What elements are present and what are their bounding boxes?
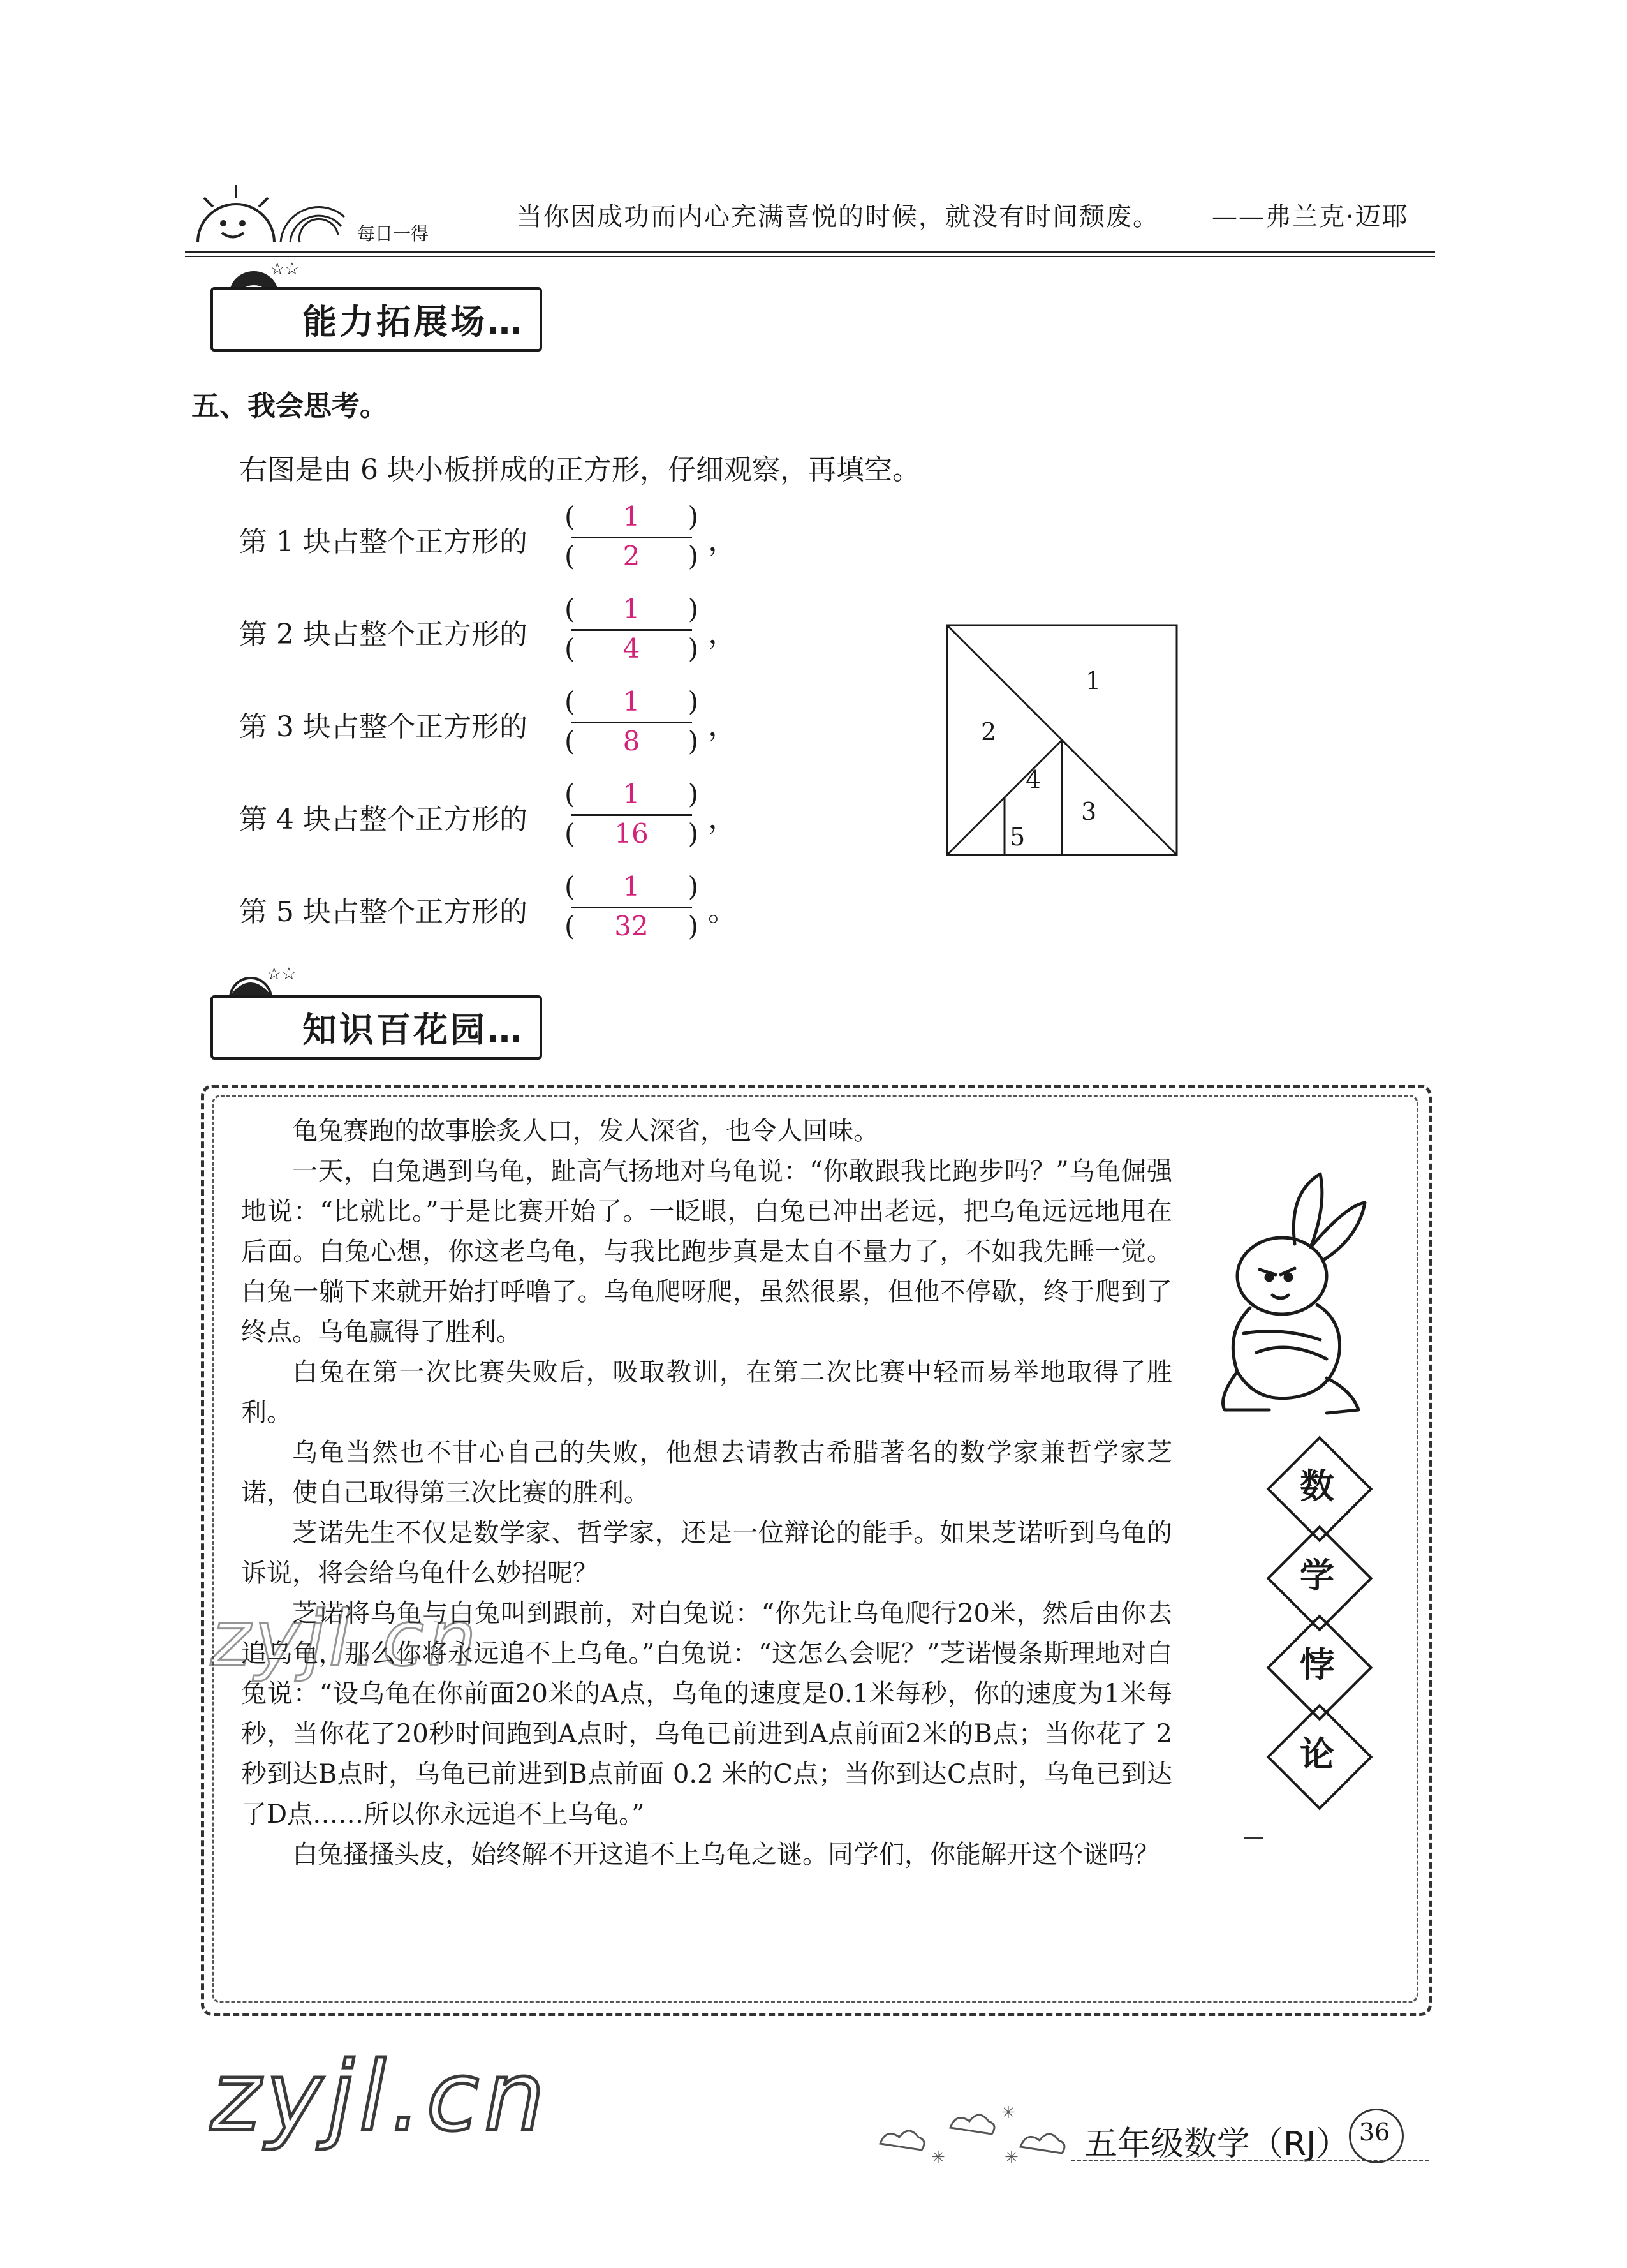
fraction-answer [564,864,737,947]
fraction-row-1 [239,494,737,577]
paren-close: ) [688,778,698,810]
fraction-row-tail: ， [708,523,737,558]
paren-open: ( [564,686,575,717]
question-instruction: 右图是由 6 块小板拼成的正方形，仔细观察，再填空。 [239,454,920,486]
paren-open: ( [564,501,575,532]
fraction-bar [571,537,692,538]
fraction-row-5 [239,864,737,947]
paren-open: ( [564,910,575,942]
page-number: 36 [1358,2118,1390,2146]
paren-close: ) [688,910,698,942]
svg-text:✳: ✳ [1001,2103,1015,2123]
fraction-row-tail: ， [708,801,737,835]
paren-close: ) [688,633,698,664]
story-paragraph: 乌龟当然也不甘心自己的失败，他想去请教古希腊著名的数学家兼哲学家芝诺，使自己取得第三次比赛的胜利。 [241,1438,1172,1508]
fraction-answer [564,772,737,855]
footer-grade-label: 五年级数学（RJ） [1084,2125,1350,2163]
fraction-denominator: 8 [622,725,640,757]
watermark-mid: zyjl.cn [210,1595,480,1684]
side-title-char: 数 [1300,1466,1334,1506]
square-puzzle-figure [944,622,1180,858]
motto-author: ——弗兰克·迈耶 [1212,202,1409,232]
seal-dash [1244,1837,1263,1839]
daily-motto: 当你因成功而内心充满喜悦的时候，就没有时间颓废。 [517,202,1160,232]
paren-close: ) [688,686,698,717]
rabbit-illustration [1199,1167,1390,1423]
fraction-numerator: 1 [622,593,640,625]
figure-label-4: 4 [1026,766,1042,794]
fraction-row-lead: 第 1 块占整个正方形的 [239,526,527,558]
paren-open: ( [564,778,575,810]
header-rule [185,251,1435,253]
paren-close: ) [688,871,698,902]
fraction-row-4 [239,772,737,855]
paren-open: ( [564,633,575,664]
fraction-answer [564,679,737,762]
figure-label-3: 3 [1081,797,1097,826]
paren-open: ( [564,871,575,902]
paren-close: ) [688,818,698,849]
paren-open: ( [564,540,575,572]
story-paragraph: 白兔搔搔头皮，始终解不开这追不上乌龟之谜。同学们，你能解开这个谜吗？ [292,1840,1160,1869]
figure-label-2: 2 [981,718,997,746]
fraction-row-3 [239,679,737,762]
story-paragraph: 一天，白兔遇到乌龟，趾高气扬地对乌龟说：“你敢跟我比跑步吗？”乌龟倔强地说：“比就比。”于是比赛开始了。一眨眼，白兔已冲出老远，把乌龟远远地甩在后面。白兔心想，你这老乌龟，与我比跑步真是太自不量力了，不如我先睡一觉。白兔一躺下来就开始打呼噜了。乌龟爬呀爬，虽然很累，但他不停歇，终于爬到了终点。乌龟赢得了胜利。 [241,1157,1172,1347]
fraction-denominator: 32 [614,910,649,942]
story-paragraph: 龟兔赛跑的故事脍炙人口，发人深省，也令人回味。 [292,1116,879,1146]
fraction-numerator: 1 [622,686,640,717]
fraction-row-2 [239,587,737,670]
question-heading: 五、我会思考。 [191,390,388,422]
fraction-row-lead: 第 5 块占整个正方形的 [239,896,527,928]
fraction-row-tail: ， [708,616,737,650]
section-banner-knowledge-text: 知识百花园… [302,1010,524,1050]
svg-text:☆☆: ☆☆ [267,965,297,984]
story-paragraph: 芝诺将乌龟与白兔叫到跟前，对白兔说：“你先让乌龟爬行20米，然后由你去追乌龟，那么你将永远追不上乌龟。”白兔说：“这怎么会呢？”芝诺慢条斯理地对白兔说：“设乌龟在你前面20米的A点，乌龟的速度是0.1米每秒，你的速度为1米每秒，当你花了20秒时间跑到A点时，乌龟已前进到A点前面2米的B点；当你花了 2 秒到达B点时，乌龟已前进到B点前面 0.2 米的C点；当你到达C点时，乌龟已到达了D点……所以你永远追不上乌龟。” [241,1599,1172,1829]
fraction-denominator: 16 [614,818,649,849]
paren-open: ( [564,725,575,757]
fraction-bar [571,722,692,723]
section-banner-ability-text: 能力拓展场… [302,302,524,342]
paren-close: ) [688,501,698,532]
fraction-row-lead: 第 4 块占整个正方形的 [239,803,527,836]
paren-open: ( [564,593,575,625]
fraction-denominator: 2 [622,540,640,572]
fraction-numerator: 1 [622,778,640,810]
fraction-bar [571,814,692,816]
fraction-row-tail: ， [708,708,737,743]
svg-text:✳: ✳ [1005,2148,1019,2167]
paren-close: ) [688,540,698,572]
daily-label: 每日一得 [357,223,429,244]
fraction-answer [564,494,737,577]
section-banner-knowledge [210,995,542,1060]
header-rule-thin [185,256,1435,257]
story-text [241,1111,1172,1875]
fraction-answer [564,587,737,670]
section-banner-ability [210,287,542,352]
story-paragraph: 白兔在第一次比赛失败后，吸取教训，在第二次比赛中轻而易举地取得了胜利。 [241,1358,1172,1427]
figure-label-1: 1 [1086,667,1101,695]
svg-text:☆☆: ☆☆ [270,260,298,279]
side-title-char: 悖 [1300,1645,1334,1685]
paren-close: ) [688,593,698,625]
cloud-decoration-icon [867,2099,1071,2169]
header-sun-decoration [185,179,351,249]
footer-dashed-rule [1071,2160,1429,2161]
fraction-row-tail: 。 [708,893,737,928]
figure-label-5: 5 [1010,823,1026,851]
fraction-bar [571,629,692,631]
fraction-bar [571,907,692,908]
side-title-char: 学 [1300,1555,1334,1596]
fraction-row-lead: 第 3 块占整个正方形的 [239,711,527,743]
watermark-logo: zyjl.cn [210,2042,550,2153]
fraction-numerator: 1 [622,501,640,532]
fraction-denominator: 4 [622,633,640,664]
paren-open: ( [564,818,575,849]
paren-close: ) [688,725,698,757]
fraction-row-lead: 第 2 块占整个正方形的 [239,618,527,651]
side-title-char: 论 [1300,1734,1334,1774]
story-paragraph: 芝诺先生不仅是数学家、哲学家，还是一位辩论的能手。如果芝诺听到乌龟的诉说，将会给乌龟什么妙招呢？ [241,1518,1172,1588]
fraction-numerator: 1 [622,871,640,902]
svg-text:✳: ✳ [931,2148,945,2167]
